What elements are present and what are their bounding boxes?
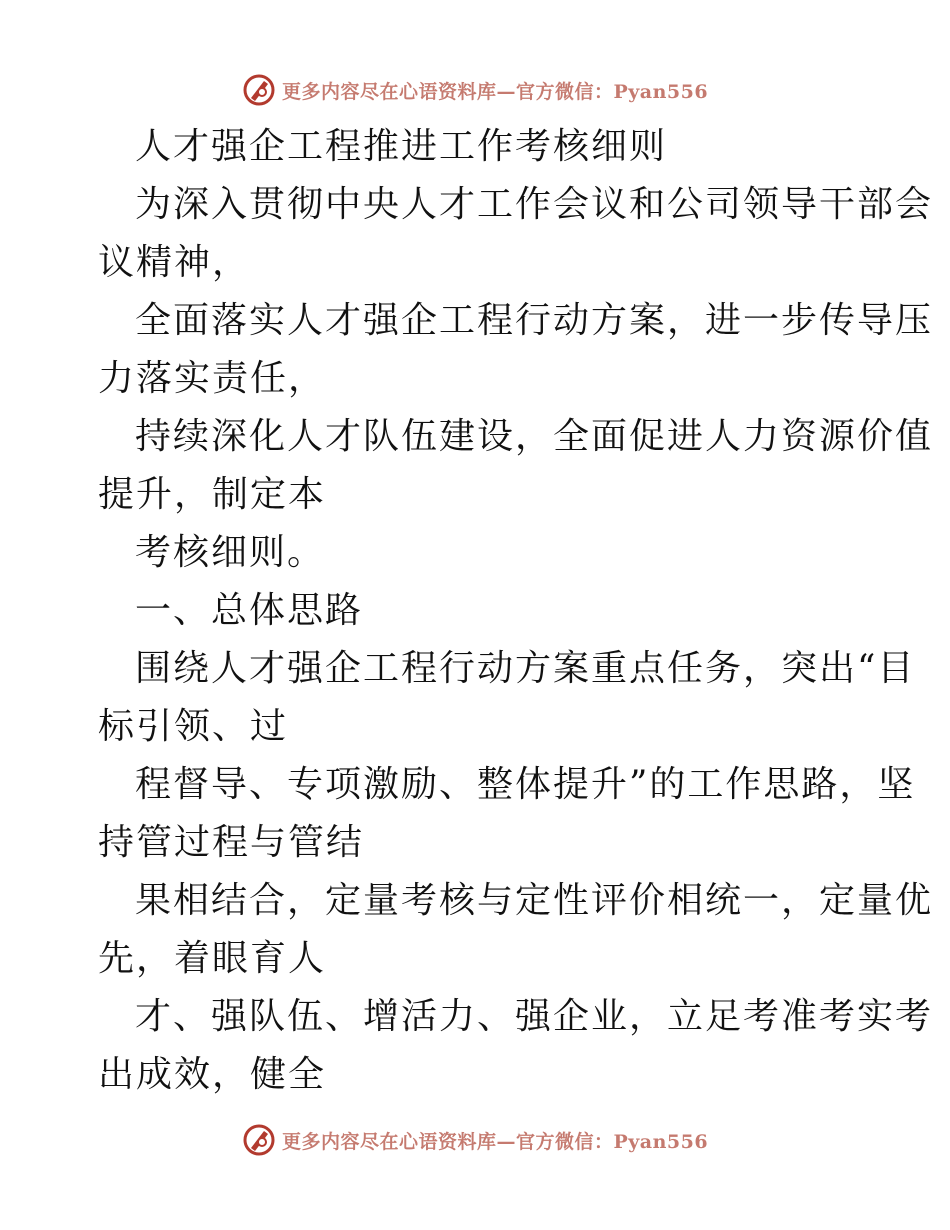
text-line: 全面落实人才强企工程行动方案，进一步传导压	[135, 300, 934, 341]
text-line: 力落实责任，	[98, 358, 327, 399]
text-line: 持续深化人才队伍建设，全面促进人力资源价值	[135, 416, 934, 457]
text-line: 一、总体思路	[135, 590, 364, 631]
text-line: 为深入贯彻中央人才工作会议和公司领导干部会	[135, 184, 934, 225]
footer-watermark	[0, 1120, 950, 1160]
text-line: 果相结合，定量考核与定性评价相统一，定量优	[135, 880, 934, 921]
document-title: 人才强企工程推进工作考核细则	[135, 126, 668, 167]
text-line: 标引领、过	[98, 706, 289, 747]
text-line: 出成效，健全	[98, 1054, 327, 1095]
text-line: 先，着眼育人	[98, 938, 327, 979]
text-line: 持管过程与管结	[98, 822, 365, 863]
watermark-text: 更多内容尽在心语资料库—官方微信：Pyan556	[281, 80, 709, 103]
watermark-text: 更多内容尽在心语资料库—官方微信：Pyan556	[281, 1130, 709, 1153]
pen-logo-icon	[242, 1123, 276, 1157]
text-line: 议精神，	[98, 242, 251, 283]
pen-logo-icon	[242, 73, 276, 107]
document-body	[98, 118, 934, 1104]
text-line: 考核细则。	[135, 532, 326, 573]
header-watermark	[0, 70, 950, 110]
text-line: 提升，制定本	[98, 474, 327, 515]
text-line: 程督导、专项激励、整体提升”的工作思路，坚	[135, 764, 916, 805]
text-line: 围绕人才强企工程行动方案重点任务，突出“目	[135, 648, 916, 689]
text-line: 才、强队伍、增活力、强企业，立足考准考实考	[135, 996, 934, 1037]
